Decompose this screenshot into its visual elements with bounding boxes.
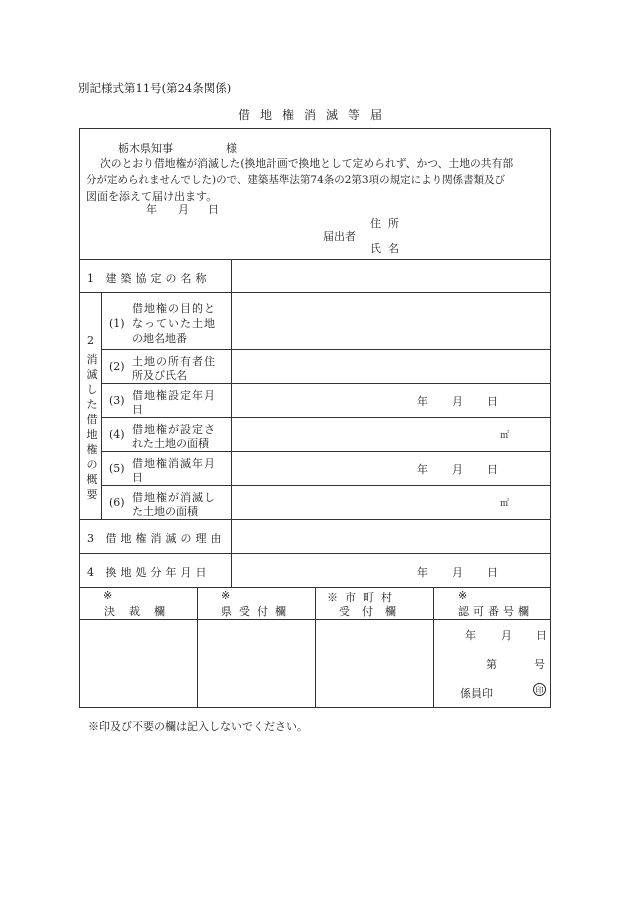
item-number: (4) [109, 428, 125, 441]
seal-circle-icon: 印 [533, 683, 546, 696]
item-label: 借地権が消滅し [132, 491, 216, 504]
item-label: 所及び氏名 [132, 369, 187, 382]
official-use-mark: ※ [221, 589, 231, 602]
section-title-vertical: 消滅した借地権の概要 [86, 353, 98, 501]
item-label: 借地権の目的と [132, 302, 216, 315]
rule [101, 451, 551, 452]
item-label: 借地権消滅年月 [132, 457, 216, 470]
unit-day: 日 [487, 395, 498, 408]
date-year: 年 [146, 203, 157, 216]
item-label: 借地権が設定さ [132, 423, 216, 436]
item-number: (3) [109, 394, 125, 407]
approval-number-suffix: 号 [534, 658, 545, 671]
date-month: 月 [178, 203, 189, 216]
rule [101, 417, 551, 418]
form-title: 借地権消滅等届 [237, 108, 392, 122]
municipal-reception-label: ※市町村 [327, 591, 399, 604]
agreement-name-label: 1 建築協定の名称 [87, 272, 211, 285]
unit-month: 月 [452, 463, 463, 476]
rule [315, 587, 316, 708]
termination-reason-label: 3 借地権消滅の理由 [87, 532, 226, 545]
statement-line: 分が定められませんでした)ので、建築基準法第74条の2第3項の規定により関係書類及び [86, 174, 506, 186]
applicant-label: 届出者 [323, 230, 356, 243]
item-label: 日 [132, 471, 143, 484]
item-label: なっていた土地 [132, 317, 216, 330]
section-number: 2 [87, 334, 94, 347]
footer-note: ※印及び不要の欄は記入しないでください。 [88, 720, 308, 733]
statement-line: 次のとおり借地権が消滅した(換地計画で換地として定められず、かつ、土地の共有部 [100, 157, 514, 170]
name-label: 氏名 [370, 242, 406, 255]
unit-day: 日 [487, 566, 498, 579]
approval-date-year: 年 [465, 629, 476, 642]
item-label: た土地の面積 [132, 505, 198, 518]
rule [79, 519, 551, 520]
official-use-mark: ※ [458, 589, 468, 602]
unit-year: 年 [417, 463, 428, 476]
address-label: 住所 [370, 217, 406, 230]
item-number: (6) [109, 496, 125, 509]
rule [101, 349, 551, 350]
rule [101, 292, 102, 519]
rule [79, 292, 551, 293]
approval-number-prefix: 第 [486, 658, 497, 671]
item-label: れた土地の面積 [132, 437, 209, 450]
item-number: (1) [109, 317, 125, 330]
unit-month: 月 [452, 395, 463, 408]
rule [79, 259, 551, 260]
date-day: 日 [208, 203, 219, 216]
unit-year: 年 [417, 566, 428, 579]
prefecture-reception-label: 県受付欄 [221, 605, 293, 618]
rule [101, 383, 551, 384]
approval-number-label: 認可番号欄 [458, 605, 533, 618]
approval-date-day: 日 [536, 629, 547, 642]
item-number: (5) [109, 462, 125, 475]
item-label: 土地の所有者住 [132, 355, 216, 368]
official-use-mark: ※ [103, 589, 113, 602]
rule [231, 259, 232, 587]
statement-line: 図面を添えて届け出ます。 [86, 190, 218, 203]
form-number: 別記様式第11号(第24条関係) [78, 81, 232, 95]
unit-day: 日 [487, 463, 498, 476]
unit-area: ㎡ [500, 431, 510, 441]
honorific: 様 [226, 142, 237, 155]
item-label: の地名地番 [132, 332, 187, 345]
approval-column-label: 決裁欄 [104, 605, 179, 618]
staff-seal-label: 係員印 [460, 687, 493, 700]
rule [433, 587, 434, 708]
municipal-reception-label: 受付欄 [339, 605, 408, 618]
rule [197, 587, 198, 708]
rule [101, 485, 551, 486]
rule [79, 553, 551, 554]
approval-date-month: 月 [501, 629, 512, 642]
unit-month: 月 [452, 566, 463, 579]
unit-year: 年 [417, 395, 428, 408]
item-label: 日 [132, 403, 143, 416]
addressee: 栃木県知事 [118, 142, 173, 155]
item-number: (2) [109, 360, 125, 373]
replotting-date-label: 4 換地処分年月日 [87, 566, 211, 579]
item-label: 借地権設定年月 [132, 389, 216, 402]
unit-area: ㎡ [500, 499, 510, 509]
